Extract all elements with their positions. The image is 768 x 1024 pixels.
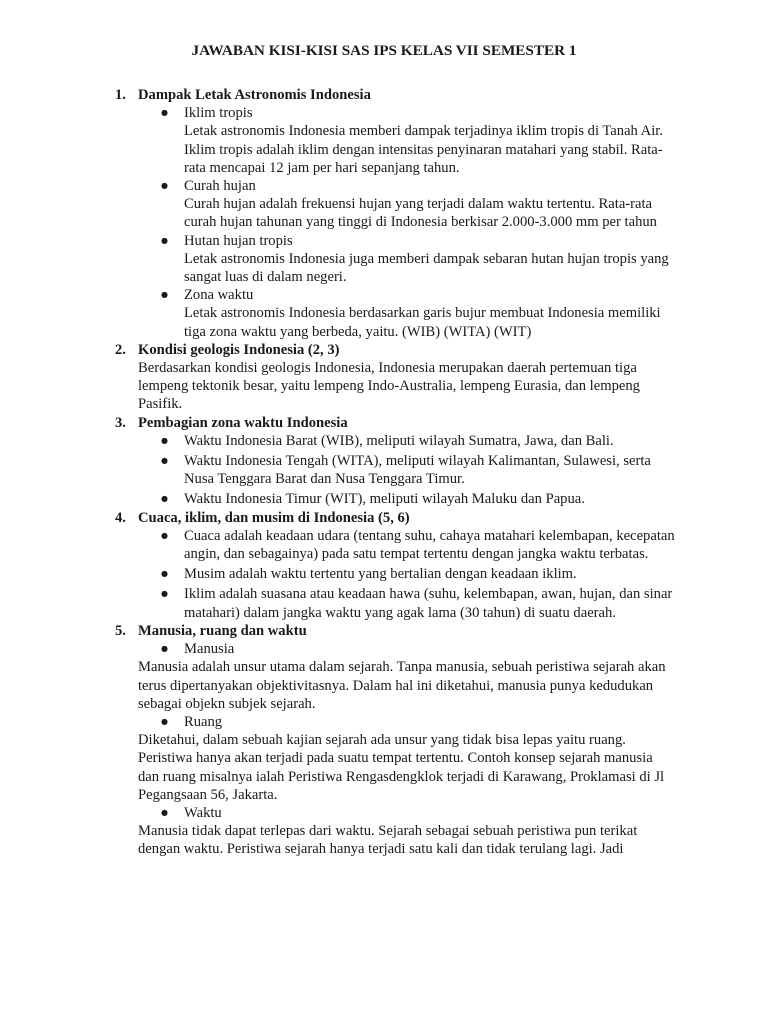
section-number: 2. [115,341,126,358]
bullet-list [115,432,675,509]
item-text: Manusia adalah unsur utama dalam sejarah. Tanpa manusia, sebuah peristiwa sejarah akan terus dipertanyakan objektivitasnya. Dalam hal ini diketahui, manusia punya kedudukan sebagai objekn subjek sejarah. [138,659,666,712]
section-5 [115,622,675,859]
item-text: Letak astronomis Indonesia berdasarkan garis bujur membuat Indonesia memiliki tiga zona waktu yang berbeda, yaitu. (WIB) (WITA) (WIT) [184,305,661,340]
bullet-list [115,104,675,341]
item-text: Letak astronomis Indonesia memberi dampak terjadinya iklim tropis di Tanah Air. Iklim tropis adalah iklim dengan intensitas penyinaran matahari yang stabil. Rata-rata mencapai 12 jam per hari sepanjang tahun. [184,123,663,176]
section-4 [115,509,675,622]
list-item [184,177,675,232]
section-2 [115,341,675,414]
item-text: Curah hujan adalah frekuensi hujan yang terjadi dalam waktu tertentu. Rata-rata curah hujan tahunan yang tinggi di Indonesia berkisar 2.000-3.000 mm per tahun [184,196,657,231]
list-item [184,232,675,287]
bullet-list [115,804,675,822]
list-item: ● Waktu Indonesia Tengah (WITA), meliputi wilayah Kalimantan, Sulawesi, serta Nusa Tenggara Barat dan Nusa Tenggara Timur. [184,452,675,488]
bullet-list [115,713,675,731]
list-item: ● Musim adalah waktu tertentu yang bertalian dengan keadaan iklim. [184,565,675,583]
section-title: Cuaca, iklim, dan musim di Indonesia (5, 6) [138,509,410,526]
item-label: ● Curah hujan [184,178,256,195]
section-paragraph: Berdasarkan kondisi geologis Indonesia, Indonesia merupakan daerah pertemuan tiga lempeng tektonik besar, yaitu lempeng Indo-Australia, lempeng Eurasia, dan lempeng Pasifik. [138,360,640,413]
item-label: ● Iklim tropis [184,105,253,122]
item-text: Letak astronomis Indonesia juga memberi dampak sebaran hutan hujan tropis yang sangat luas di dalam negeri. [184,250,669,286]
section-title: Manusia, ruang dan waktu [138,622,307,639]
list-item [184,104,675,177]
section-number: 5. [115,622,126,639]
list-item: ● Waktu Indonesia Timur (WIT), meliputi wilayah Maluku dan Papua. [184,490,675,508]
list-item [184,286,675,341]
list-item: ● Manusia [184,640,675,658]
section-3 [115,414,675,509]
item-text: Manusia tidak dapat terlepas dari waktu. Sejarah sebagai sebuah peristiwa pun terikat dengan waktu. Peristiwa sejarah hanya terjadi satu kali dan tidak terulang lagi. Jadi [138,823,638,858]
item-text: Diketahui, dalam sebuah kajian sejarah ada unsur yang tidak bisa lepas yaitu ruang. Peristiwa hanya akan terjadi pada suatu tempat tertentu. Contoh konsep sejarah manusia dan ruang misalnya ialah Peristiwa Rengasdengklok terjadi di Karawang, Proklamasi di Jl Pegangsaan 56, Jakarta. [138,732,665,803]
document-title: JAWABAN KISI-KISI SAS IPS KELAS VII SEMESTER 1 [191,42,577,59]
section-heading [115,86,675,104]
section-title: Kondisi geologis Indonesia (2, 3) [138,341,340,358]
list-item: ● Cuaca adalah keadaan udara (tentang suhu, cahaya matahari kelembapan, kecepatan angin, dan sebagainya) pada satu tempat tertentu dengan jangka waktu terbatas. [184,527,675,563]
item-label: ● Hutan hujan tropis [184,232,293,249]
section-number: 1. [115,87,126,103]
section-heading [115,622,675,640]
section-heading [115,414,675,432]
bullet-list [115,527,675,622]
section-title: Pembagian zona waktu Indonesia [138,414,348,431]
list-item: ● Ruang [184,713,675,731]
section-heading [115,341,675,359]
document-body [115,86,675,859]
section-title: Dampak Letak Astronomis Indonesia [138,87,371,103]
section-number: 3. [115,414,126,431]
section-number: 4. [115,509,126,526]
section-1 [115,86,675,341]
bullet-list [115,640,675,658]
list-item: ● Iklim adalah suasana atau keadaan hawa (suhu, kelembapan, awan, hujan, dan sinar matahari) dalam jangka waktu yang agak lama (30 tahun) di suatu daerah. [184,585,675,621]
section-heading [115,509,675,527]
list-item: ● Waktu [184,804,675,822]
item-label: ● Zona waktu [184,287,254,304]
list-item: ● Waktu Indonesia Barat (WIB), meliputi wilayah Sumatra, Jawa, dan Bali. [184,432,675,450]
